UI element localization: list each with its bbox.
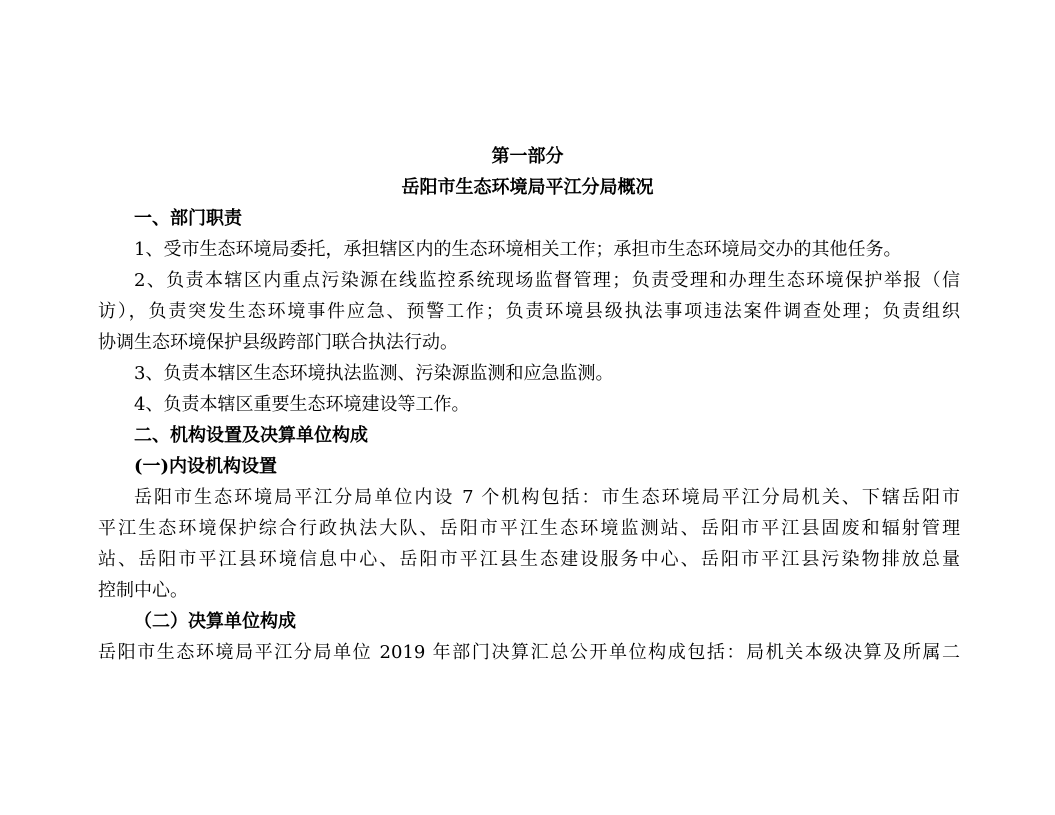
section1-heading: 一、部门职责	[134, 208, 242, 229]
paragraph-line: 平江生态环境保护综合行政执法大队、岳阳市平江生态环境监测站、岳阳市平江县固废和辐射管理	[98, 518, 960, 539]
paragraph-line: 1、受市生态环境局委托，承担辖区内的生态环境相关工作；承担市生态环境局交办的其他任务。	[134, 239, 902, 260]
subsection-heading: (一)内设机构设置	[134, 456, 278, 477]
paragraph-line: 4、负责本辖区重要生态环境建设等工作。	[134, 394, 470, 415]
paragraph-line: 访），负责突发生态环境事件应急、预警工作；负责环境县级执法事项违法案件调查处理；负责组织	[98, 301, 960, 322]
part-title: 第一部分	[491, 146, 564, 167]
paragraph-line: 协调生态环境保护县级跨部门联合执法行动。	[98, 332, 458, 353]
subsection-heading: （二）决算单位构成	[134, 611, 296, 632]
main-title: 岳阳市生态环境局平江分局概况	[401, 177, 654, 198]
paragraph-line: 3、负责本辖区生态环境执法监测、污染源监测和应急监测。	[134, 363, 614, 384]
paragraph-line: 岳阳市生态环境局平江分局单位内设 7 个机构包括：市生态环境局平江分局机关、下辖岳阳市	[134, 487, 960, 508]
paragraph-line: 岳阳市生态环境局平江分局单位 2019 年部门决算汇总公开单位构成包括：局机关本级决算及所属二	[98, 642, 960, 663]
paragraph-line: 站、岳阳市平江县环境信息中心、岳阳市平江县生态建设服务中心、岳阳市平江县污染物排放总量	[98, 549, 960, 570]
paragraph-line: 2、负责本辖区内重点污染源在线监控系统现场监督管理；负责受理和办理生态环境保护举报（信	[134, 270, 960, 291]
section2-heading: 二、机构设置及决算单位构成	[134, 425, 368, 446]
paragraph-line: 控制中心。	[98, 580, 188, 601]
